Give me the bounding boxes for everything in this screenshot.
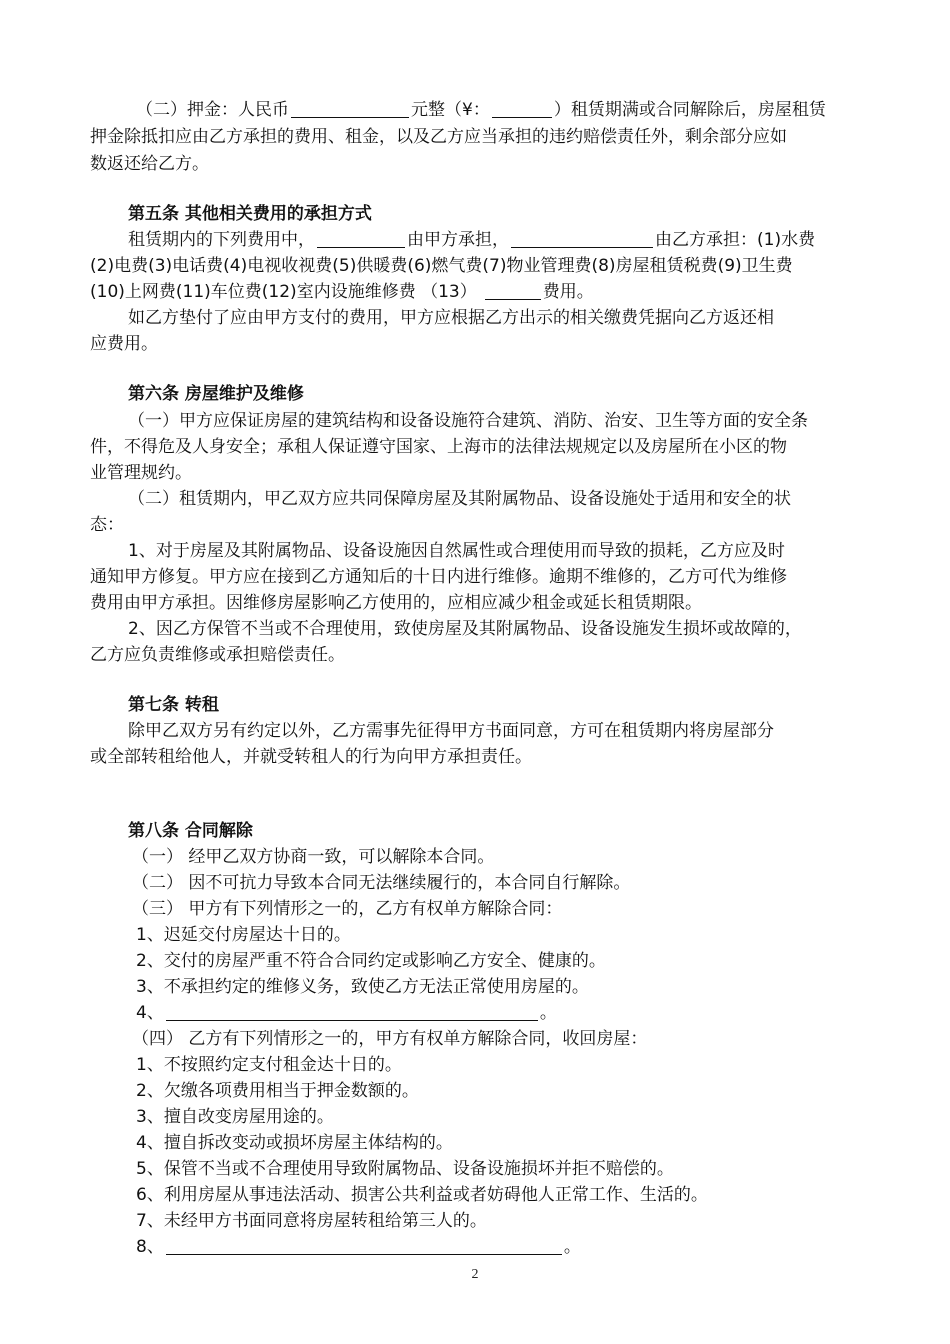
list-item: 1、迟延交付房屋达十日的。 [136,925,351,945]
article-6-line-5: 态： [90,515,124,535]
deposit-line-1 [136,97,826,123]
article-6-line-7: 通知甲方修复。甲方应在接到乙方通知后的十日内进行维修。逾期不维修的，乙方可代为维修 [90,567,787,587]
article-6-line-4: （二）租赁期内，甲乙双方应共同保障房屋及其附属物品、设备设施处于适用和安全的状 [128,489,791,509]
article-5-title: 第五条 其他相关费用的承担方式 [128,204,372,224]
article-5-text: 费用。 [542,282,594,302]
article-6-line-1: （一）甲方应保证房屋的建筑结构和设备设施符合建筑、消防、治安、卫生等方面的安全条 [128,411,808,431]
clause-3-item-4-blank [166,1000,538,1021]
deposit-number-blank [492,97,552,118]
article-8-clause-1: （一） 经甲乙双方协商一致，可以解除本合同。 [132,847,495,867]
article-5-text: 租赁期内的下列费用中， [128,230,315,250]
clause-4-item-8-blank [166,1234,562,1255]
article-5-text: 由乙方承担：(1)水费 [655,230,816,250]
list-item: 6、利用房屋从事违法活动、损害公共利益或者妨碍他人正常工作、生活的。 [136,1185,708,1205]
list-item [136,1234,581,1260]
list-item: 2、欠缴各项费用相当于押金数额的。 [136,1081,419,1101]
list-item: 3、擅自改变房屋用途的。 [136,1107,334,1127]
article-6-line-10: 乙方应负责维修或承担赔偿责任。 [90,645,345,665]
article-8-title: 第八条 合同解除 [128,821,253,841]
list-item: 7、未经甲方书面同意将房屋转租给第三人的。 [136,1211,487,1231]
deposit-line-2: 押金除抵扣应由乙方承担的费用、租金，以及乙方应当承担的违约赔偿责任外，剩余部分应如 [90,127,787,147]
article-7-line-2: 或全部转租给他人，并就受转租人的行为向甲方承担责任。 [90,747,532,767]
list-item [136,1000,557,1026]
article-5-line-3 [90,279,594,305]
article-8-clause-2: （二） 因不可抗力导致本合同无法继续履行的，本合同自行解除。 [132,873,631,893]
article-6-line-2: 件，不得危及人身安全；承租人保证遵守国家、上海市的法律法规规定以及房屋所在小区的物 [90,437,787,457]
deposit-text: 元整（¥： [411,100,490,120]
list-item-number: 8、 [136,1237,164,1257]
article-6-line-3: 业管理规约。 [90,463,192,483]
list-item-period: 。 [563,1237,581,1257]
article-8-clause-4: （四） 乙方有下列情形之一的，甲方有权单方解除合同，收回房屋： [132,1029,648,1049]
list-item-number: 4、 [136,1003,164,1023]
list-item: 2、交付的房屋严重不符合合同约定或影响乙方安全、健康的。 [136,951,606,971]
list-item: 5、保管不当或不合理使用导致附属物品、设备设施损坏并拒不赔偿的。 [136,1159,674,1179]
article-5-line-2: (2)电费(3)电话费(4)电视收视费(5)供暖费(6)燃气费(7)物业管理费(8)房屋租赁税费(9)卫生费 [90,256,793,276]
party-a-fees-blank [317,227,405,248]
article-7-title: 第七条 转租 [128,695,219,715]
article-7-line-1: 除甲乙双方另有约定以外，乙方需事先征得甲方书面同意，方可在租赁期内将房屋部分 [128,721,774,741]
article-5-text: (10)上网费(11)车位费(12)室内设施维修费 （13） [90,282,477,302]
list-item: 4、擅自拆改变动或损坏房屋主体结构的。 [136,1133,453,1153]
article-5-text: 由甲方承担， [407,230,509,250]
deposit-text: ）租赁期满或合同解除后，房屋租赁 [553,100,826,120]
party-b-fees-blank [511,227,653,248]
other-fees-blank [485,279,541,300]
list-item-period: 。 [539,1003,557,1023]
page-number: 2 [471,1267,479,1282]
article-8-clause-3: （三） 甲方有下列情形之一的，乙方有权单方解除合同： [132,899,563,919]
deposit-line-3: 数返还给乙方。 [90,154,209,174]
article-6-line-8: 费用由甲方承担。因维修房屋影响乙方使用的，应相应减少租金或延长租赁期限。 [90,593,702,613]
list-item: 3、不承担约定的维修义务，致使乙方无法正常使用房屋的。 [136,977,589,997]
article-6-title: 第六条 房屋维护及维修 [128,384,304,404]
article-6-line-9: 2、因乙方保管不当或不合理使用，致使房屋及其附属物品、设备设施发生损坏或故障的， [128,619,802,639]
article-6-line-6: 1、对于房屋及其附属物品、设备设施因自然属性或合理使用而导致的损耗，乙方应及时 [128,541,785,561]
article-5-line-5: 应费用。 [90,334,158,354]
deposit-text: （二）押金：人民币 [136,100,289,120]
deposit-amount-blank [291,97,409,118]
list-item: 1、不按照约定支付租金达十日的。 [136,1055,402,1075]
article-5-line-4: 如乙方垫付了应由甲方支付的费用，甲方应根据乙方出示的相关缴费凭据向乙方返还相 [128,308,774,328]
article-5-line-1 [128,227,815,253]
